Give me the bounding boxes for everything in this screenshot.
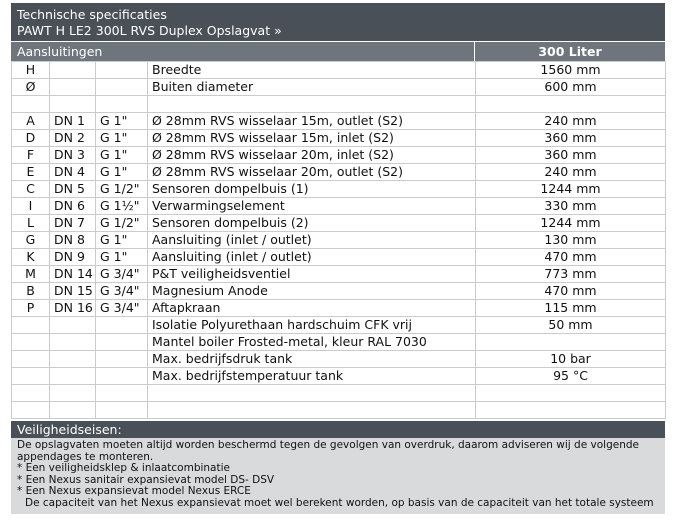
row-dn	[50, 79, 96, 96]
row-thread: G 3/4"	[96, 283, 148, 300]
table-row	[12, 232, 666, 249]
row-code: D	[12, 130, 50, 147]
row-code: P	[12, 300, 50, 317]
row-value: 773 mm	[476, 266, 666, 283]
section-label: Aansluitingen	[17, 44, 103, 59]
row-dn: DN 9	[50, 249, 96, 266]
title-line-1: Technische specificaties	[17, 7, 167, 22]
row-dn	[50, 402, 96, 419]
row-dn: DN 6	[50, 198, 96, 215]
row-value: 360 mm	[476, 147, 666, 164]
row-thread	[96, 334, 148, 351]
row-code: M	[12, 266, 50, 283]
row-code: C	[12, 181, 50, 198]
row-value: 470 mm	[476, 249, 666, 266]
table-row	[12, 368, 666, 385]
row-dn: DN 4	[50, 164, 96, 181]
row-value: 240 mm	[476, 164, 666, 181]
row-value: 115 mm	[476, 300, 666, 317]
row-thread: G 1"	[96, 164, 148, 181]
row-thread: G 3/4"	[96, 266, 148, 283]
safety-item: * Een veiligheidsklep & inlaatcombinatie	[17, 462, 230, 475]
row-description: Sensoren dompelbuis (1)	[148, 181, 476, 198]
safety-text: De opslagvaten moeten altijd worden beschermd tegen de gevolgen van overdruk, daarom adviseren wij de volgende appendages te monteren.	[17, 439, 639, 463]
row-code	[12, 385, 50, 402]
table-row	[12, 351, 666, 368]
row-thread	[96, 368, 148, 385]
row-thread	[96, 317, 148, 334]
row-description: Ø 28mm RVS wisselaar 20m, outlet (S2)	[148, 164, 476, 181]
table-row	[12, 164, 666, 181]
safety-footer: De capaciteit van het Nexus expansievat moet wel berekent worden, op basis van de capaciteit van het totale systeem	[25, 496, 654, 509]
row-value: 50 mm	[476, 317, 666, 334]
table-row	[12, 266, 666, 283]
row-dn	[50, 334, 96, 351]
row-description: Mantel boiler Frosted-metal, kleur RAL 7030	[148, 334, 476, 351]
table-row	[12, 147, 666, 164]
row-description	[148, 96, 476, 113]
row-code: I	[12, 198, 50, 215]
row-dn: DN 3	[50, 147, 96, 164]
row-value: 95 °C	[476, 368, 666, 385]
table-row	[12, 300, 666, 317]
row-thread	[96, 351, 148, 368]
row-dn: DN 7	[50, 215, 96, 232]
row-value: 240 mm	[476, 113, 666, 130]
row-dn	[50, 385, 96, 402]
spec-sheet	[11, 3, 665, 514]
row-description: Ø 28mm RVS wisselaar 15m, outlet (S2)	[148, 113, 476, 130]
row-description: Max. bedrijfsdruk tank	[148, 351, 476, 368]
row-thread	[96, 79, 148, 96]
row-value: 1244 mm	[476, 215, 666, 232]
row-dn: DN 15	[50, 283, 96, 300]
row-dn	[50, 317, 96, 334]
row-code: B	[12, 283, 50, 300]
row-description: Ø 28mm RVS wisselaar 15m, inlet (S2)	[148, 130, 476, 147]
row-code: L	[12, 215, 50, 232]
row-description: Buiten diameter	[148, 79, 476, 96]
safety-body	[11, 438, 665, 514]
row-value	[476, 402, 666, 419]
title-bar	[11, 3, 665, 41]
row-dn	[50, 62, 96, 79]
table-row	[12, 402, 666, 419]
safety-heading: Veiligheidseisen:	[11, 421, 665, 438]
row-thread: G 1½"	[96, 198, 148, 215]
safety-item: * Een Nexus expansievat model Nexus ERCE	[17, 485, 251, 498]
row-description: Aansluiting (inlet / outlet)	[148, 249, 476, 266]
row-description: Ø 28mm RVS wisselaar 20m, inlet (S2)	[148, 147, 476, 164]
row-thread: G 1"	[96, 147, 148, 164]
row-thread: G 1"	[96, 113, 148, 130]
row-dn	[50, 351, 96, 368]
row-dn: DN 8	[50, 232, 96, 249]
row-description: Verwarmingselement	[148, 198, 476, 215]
row-code: H	[12, 62, 50, 79]
table-row	[12, 113, 666, 130]
row-value: 600 mm	[476, 79, 666, 96]
row-description: Isolatie Polyurethaan hardschuim CFK vrij	[148, 317, 476, 334]
row-dn: DN 5	[50, 181, 96, 198]
row-value: 360 mm	[476, 130, 666, 147]
row-description: Aftapkraan	[148, 300, 476, 317]
table-header	[11, 41, 665, 61]
safety-item: * Een Nexus sanitair expansievat model DS- DSV	[17, 473, 275, 486]
row-thread	[96, 385, 148, 402]
row-value: 470 mm	[476, 283, 666, 300]
row-code: A	[12, 113, 50, 130]
row-dn: DN 2	[50, 130, 96, 147]
table-row	[12, 62, 666, 79]
row-thread: G 1"	[96, 130, 148, 147]
row-description: Magnesium Anode	[148, 283, 476, 300]
row-description	[148, 402, 476, 419]
row-description: Breedte	[148, 62, 476, 79]
row-thread	[96, 402, 148, 419]
capacity-label: 300 Liter	[474, 42, 665, 61]
row-dn: DN 1	[50, 113, 96, 130]
table-row	[12, 181, 666, 198]
row-value: 10 bar	[476, 351, 666, 368]
row-dn: DN 16	[50, 300, 96, 317]
row-thread	[96, 62, 148, 79]
row-description: Max. bedrijfstemperatuur tank	[148, 368, 476, 385]
row-value: 1560 mm	[476, 62, 666, 79]
title-line-2: PAWT H LE2 300L RVS Duplex Opslagvat »	[17, 23, 282, 38]
row-thread: G 1/2"	[96, 215, 148, 232]
row-code	[12, 402, 50, 419]
row-code	[12, 317, 50, 334]
table-row	[12, 96, 666, 113]
row-thread	[96, 96, 148, 113]
row-dn: DN 14	[50, 266, 96, 283]
table-row	[12, 130, 666, 147]
row-value: 1244 mm	[476, 181, 666, 198]
row-description	[148, 385, 476, 402]
row-thread: G 1"	[96, 232, 148, 249]
row-description: P&T veiligheidsventiel	[148, 266, 476, 283]
table-row	[12, 334, 666, 351]
table-row	[12, 79, 666, 96]
row-value	[476, 96, 666, 113]
row-code	[12, 351, 50, 368]
row-dn	[50, 368, 96, 385]
table-row	[12, 317, 666, 334]
row-thread: G 1"	[96, 249, 148, 266]
row-code	[12, 368, 50, 385]
row-code	[12, 96, 50, 113]
row-description: Sensoren dompelbuis (2)	[148, 215, 476, 232]
row-code: F	[12, 147, 50, 164]
row-value: 130 mm	[476, 232, 666, 249]
row-value: 330 mm	[476, 198, 666, 215]
row-code: E	[12, 164, 50, 181]
row-value	[476, 385, 666, 402]
table-row	[12, 198, 666, 215]
row-value	[476, 334, 666, 351]
row-code	[12, 334, 50, 351]
table-row	[12, 283, 666, 300]
row-code: G	[12, 232, 50, 249]
table-row	[12, 249, 666, 266]
row-code: Ø	[12, 79, 50, 96]
table-row	[12, 215, 666, 232]
table-row	[12, 385, 666, 402]
spec-table	[11, 61, 666, 419]
row-dn	[50, 96, 96, 113]
row-code: K	[12, 249, 50, 266]
row-description: Aansluiting (inlet / outlet)	[148, 232, 476, 249]
row-thread: G 1/2"	[96, 181, 148, 198]
row-thread: G 3/4"	[96, 300, 148, 317]
